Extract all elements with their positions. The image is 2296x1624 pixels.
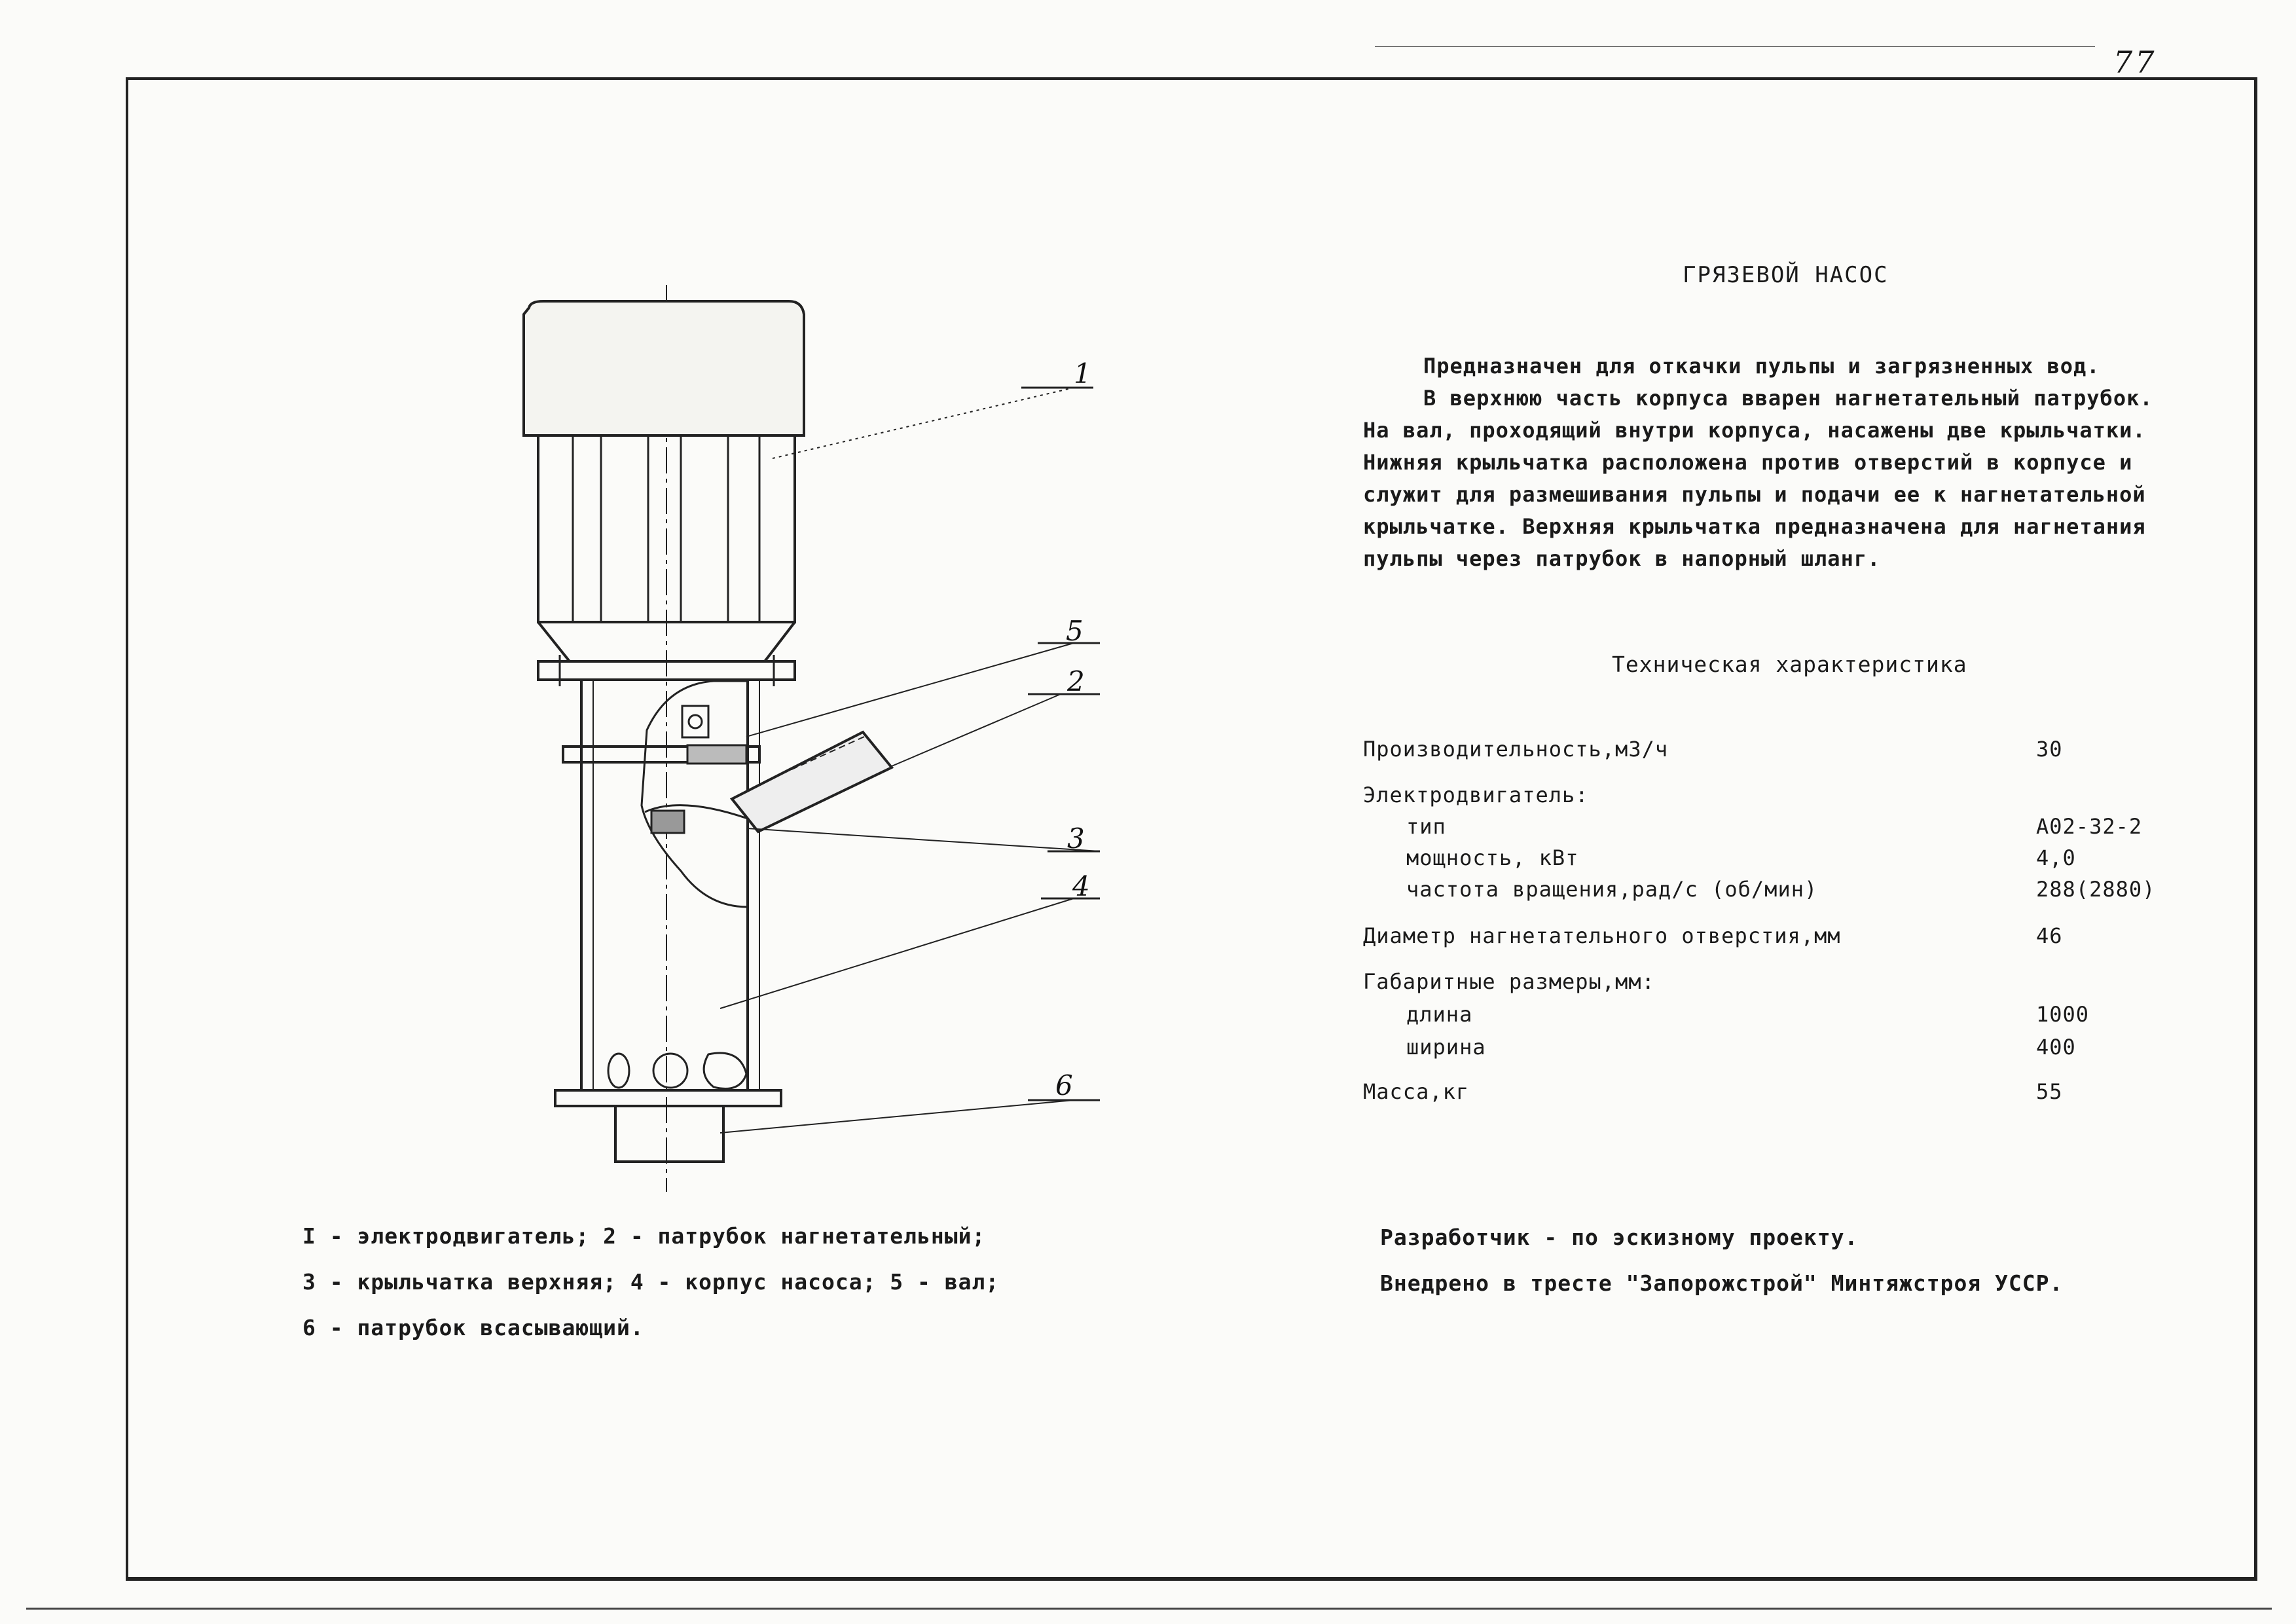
spec-label-productivity: Производительность,м3/ч (1363, 737, 1669, 762)
description-line: Нижняя крыльчатка расположена против отверстий в корпусе и (1363, 450, 2133, 475)
page-number: 77 (2113, 45, 2157, 80)
implemented-note: Внедрено в тресте "Запорожстрой" Минтяжстроя УССР. (1380, 1270, 2064, 1296)
description-line: служит для размешивания пульпы и подачи ее к нагнетательной (1363, 482, 2146, 507)
spec-label-outlet-diameter: Диаметр нагнетательного отверстия,мм (1363, 923, 1841, 948)
spec-value-motor-speed: 288(2880) (2036, 877, 2156, 902)
description-line: В верхнюю часть корпуса вварен нагнетательный патрубок. (1423, 386, 2153, 411)
lower-flange (555, 1090, 781, 1106)
legend-line: 6 - патрубок всасывающий. (302, 1315, 644, 1340)
spec-label-width: ширина (1406, 1035, 1486, 1060)
callout-3: 3 (1067, 822, 1085, 855)
spec-label-length: длина (1406, 1002, 1473, 1027)
spec-label-motor-type: тип (1406, 814, 1446, 839)
callout-4: 4 (1072, 870, 1090, 902)
callout-2: 2 (1067, 665, 1085, 697)
spec-label-motor-speed: частота вращения,рад/с (об/мин) (1406, 877, 1818, 902)
suction-pipe (615, 1106, 723, 1162)
document-title: ГРЯЗЕВОЙ НАСОС (1683, 262, 1889, 288)
legend-line: I - электродвигатель; 2 - патрубок нагнетательный; (302, 1223, 986, 1249)
spec-title: Техническая характеристика (1612, 652, 1967, 677)
description-line: На вал, проходящий внутри корпуса, насажены две крыльчатки. (1363, 418, 2146, 443)
spec-value-width: 400 (2036, 1035, 2076, 1060)
callout-6: 6 (1055, 1069, 1073, 1101)
description-line: пульпы через патрубок в напорный шланг. (1363, 546, 1881, 571)
description (1363, 350, 2204, 575)
spec-value-length: 1000 (2036, 1002, 2090, 1027)
callout-5: 5 (1066, 615, 1084, 647)
spec-value-motor-power: 4,0 (2036, 845, 2076, 870)
motor-cap (524, 301, 804, 435)
spec-value-productivity: 30 (2036, 737, 2063, 762)
developer-note: Разработчик - по эскизному проекту. (1380, 1225, 1859, 1250)
spec-label-motor-power: мощность, кВт (1406, 845, 1579, 870)
spec-value-motor-type: А02-32-2 (2036, 814, 2143, 839)
callout-1: 1 (1074, 358, 1091, 390)
description-line: Предназначен для откачки пульпы и загрязненных вод. (1423, 354, 2100, 378)
spec-label-motor: Электродвигатель: (1363, 783, 1589, 807)
spec-label-dimensions: Габаритные размеры,мм: (1363, 969, 1655, 994)
spec-value-outlet-diameter: 46 (2036, 923, 2063, 948)
spec-label-mass: Масса,кг (1363, 1079, 1470, 1104)
legend-line: 3 - крыльчатка верхняя; 4 - корпус насоса; 5 - вал; (302, 1269, 1000, 1295)
spec-value-mass: 55 (2036, 1079, 2063, 1104)
description-line: крыльчатке. Верхняя крыльчатка предназначена для нагнетания (1363, 514, 2146, 539)
